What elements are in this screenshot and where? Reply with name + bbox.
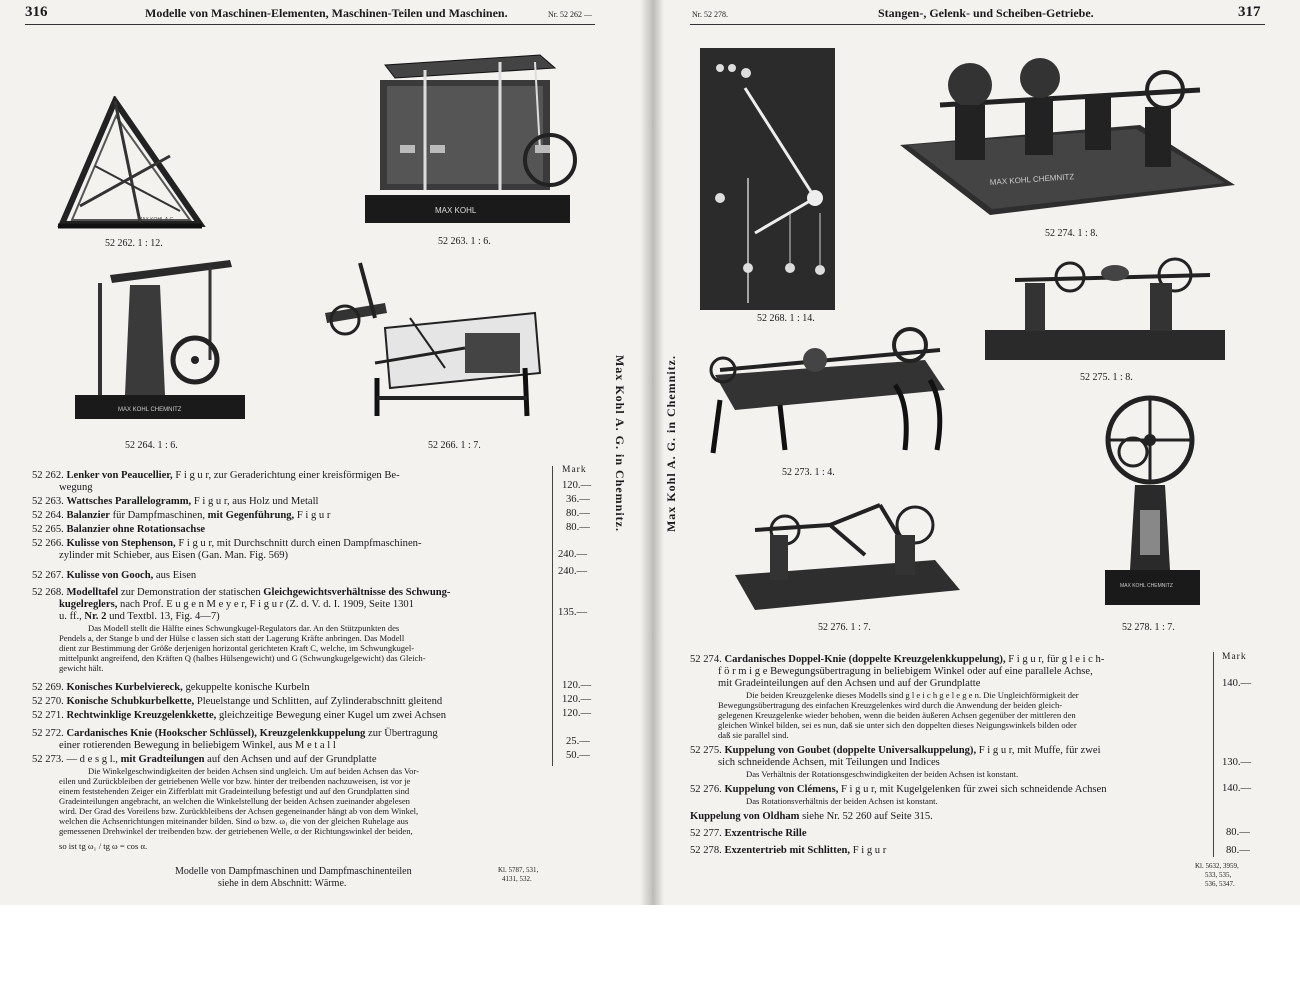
entry-text: gekuppelte konische Kurbeln [185, 682, 310, 693]
entry-title: Lenker von Peaucellier, [66, 470, 173, 481]
entry-title-2: mit Gradteilungen [120, 754, 205, 765]
entry-oldham [690, 811, 933, 823]
entry-52264 [32, 510, 330, 522]
entry-number: 52 278. [690, 845, 722, 856]
entry-52268-line2 [59, 599, 414, 611]
entry-title: Cardanisches Doppel-Knie (doppelte Kreuzgelenkkuppelung), [724, 654, 1006, 665]
right-header-title: Stangen-, Gelenk- und Scheiben-Getriebe. [878, 6, 1094, 20]
figure-52274-double-cardan [900, 45, 1235, 225]
note-52274-line4: gleichen Winkel bilden, sei es nun, daß sie unter sich den doppelten dieses Neigungswinkels bilden oder [718, 720, 1077, 730]
right-footer-kl-line3: 536, 5347. [1205, 880, 1235, 888]
note-52268-line1: Das Modell stellt die Hälfte eines Schwungkugel-Regulators dar. An den Stützpunkten des [88, 623, 400, 633]
note-52276-line1: Das Rotationsverhältnis der beiden Achsen ist konstant. [746, 796, 938, 806]
entry-52278 [690, 845, 886, 857]
entry-text-2: auf den Achsen und auf der Grundplatte [207, 754, 377, 765]
entry-title: Exzentertrieb mit Schlitten, [724, 845, 851, 856]
price-52276: 140.— [1222, 783, 1252, 794]
left-footer-kl-line2: 4131, 532. [502, 875, 532, 883]
entry-52273 [32, 754, 377, 766]
entry-52277 [690, 828, 807, 840]
entry-52272-line2: einer rotierenden Bewegung in beliebigem Winkel, aus M e t a l l [59, 740, 336, 751]
note-52268-line3: dient zur Bestimmung der Größe derjenigen horizontal gerichteten Kraft C, welche, im Schwungkugel- [59, 643, 415, 653]
entry-text: F i g u r, aus Holz und Metall [193, 496, 319, 507]
spine-text-right: Max Kohl A. G. in Chemnitz. [664, 355, 678, 533]
entry-text: zur Demonstration der statischen [120, 587, 261, 598]
spine-text-left: Max Kohl A. G. in Chemnitz. [613, 355, 627, 533]
figure-52278-caption: 52 278. 1 : 7. [1122, 622, 1175, 633]
entry-number: 52 274. [690, 654, 722, 665]
entry-number: 52 272. [32, 728, 64, 739]
figure-52273-cardan-joint [705, 325, 960, 455]
price-52262: 120.— [562, 480, 592, 491]
book-gutter [640, 0, 664, 905]
figure-52275-caption: 52 275. 1 : 8. [1080, 372, 1133, 383]
entry-52272 [32, 728, 438, 740]
figure-52264-caption: 52 264. 1 : 6. [125, 440, 178, 451]
note-52274-line5: daß sie parallel sind. [718, 730, 789, 740]
note-52273-line3: einem feststehenden Zeiger ein Zifferblatt mit Gradeinteilung befestigt und auf den Grundplatten sind [59, 786, 410, 796]
price-52274: 140.— [1222, 678, 1252, 689]
note-52273-formula: so ist tg ω₁ / tg ω = cos α. [59, 841, 148, 851]
entry-number: 52 269. [32, 682, 64, 693]
note-52274-line2: Bewegungsübertragung des einfachen Kreuzgelenkes wird durch die Anwendung der beiden gleich- [718, 700, 1063, 710]
entry-title: Kulisse von Stephenson, [66, 538, 176, 549]
price-52273: 50.— [566, 750, 590, 761]
left-price-column-header: Mark [562, 465, 587, 475]
figure-52266-stephenson-link [315, 258, 555, 418]
entry-number: 52 271. [32, 710, 64, 721]
figure-52263-watt-parallelogram [365, 50, 585, 230]
entry-number: 52 264. [32, 510, 64, 521]
entry-text: für Dampfmaschinen, [112, 510, 206, 521]
note-52273-line7: gemessenen Drehwinkel der treibenden bzw. der getriebenen Welle, α der Richtungswinkel der beiden, [59, 826, 413, 836]
figure-52266-caption: 52 266. 1 : 7. [428, 440, 481, 451]
note-52275-line1: Das Verhältnis der Rotationsgeschwindigkeiten der beiden Achsen ist konstant. [746, 769, 1019, 779]
svg-text:MAX KOHL: MAX KOHL [435, 206, 477, 215]
note-52274-line3: gelegenen Kreuzgelenke wieder behoben, wenn die beiden äußeren Achsen gegenüber der mittleren den [718, 710, 1076, 720]
entry-number: 52 268. [32, 587, 64, 598]
svg-text:MAX KOHL CHEMNITZ: MAX KOHL CHEMNITZ [1120, 583, 1173, 589]
entry-number: 52 273. [32, 754, 64, 765]
left-price-column-rule [552, 466, 553, 766]
entry-52268 [32, 587, 450, 599]
entry-text: F i g u r, zur Geraderichtung einer kreisförmigen Be- [175, 470, 400, 481]
entry-text: Pleuelstange und Schlitten, auf Zylinderabschnitt gleitend [196, 696, 443, 707]
entry-number: 52 263. [32, 496, 64, 507]
entry-title: Konische Schubkurbelkette, [66, 696, 195, 707]
entry-52267 [32, 570, 196, 582]
price-52269: 120.— [562, 680, 592, 691]
note-52273-line6: welchen die Achsenrichtungen miteinander bilden. Sind ω bzw. ω₁ die von der gleichen Ruhelage aus [59, 816, 409, 826]
entry-title: Exzentrische Rille [724, 828, 807, 839]
entry-text: F i g u r, mit Kugelgelenken für zwei sich schneidende Achsen [841, 784, 1107, 795]
figure-52264-balancier [70, 255, 250, 425]
entry-text: gleichzeitige Bewegung einer Kugel um zwei Achsen [218, 710, 447, 721]
entry-title: Balanzier [66, 510, 110, 521]
left-page-number: 316 [25, 4, 48, 20]
entry-text: F i g u r, mit Durchschnitt durch einen Dampfmaschinen- [178, 538, 422, 549]
entry-text: F i g u r, mit Muffe, für zwei [978, 745, 1101, 756]
price-52271: 120.— [562, 708, 592, 719]
entry-number: 52 266. [32, 538, 64, 549]
entry-line3-title: Nr. 2 [84, 611, 107, 622]
entry-number: 52 262. [32, 470, 64, 481]
figure-52262-caption: 52 262. 1 : 12. [105, 238, 163, 249]
note-52268-line2: Pendels a, der Stange b und der Hülse c lassen sich statt der Lagerung Kräfte anbringen. Das Modell [59, 633, 405, 643]
right-footer-kl-line1: Kl. 5632, 3959, [1195, 862, 1239, 870]
entry-text: aus Eisen [155, 570, 197, 581]
svg-text:MAX KOHL A.G.: MAX KOHL A.G. [138, 217, 175, 223]
figure-52273-caption: 52 273. 1 : 4. [782, 467, 835, 478]
entry-number: 52 276. [690, 784, 722, 795]
svg-text:MAX KOHL CHEMNITZ: MAX KOHL CHEMNITZ [989, 172, 1075, 187]
price-52275: 130.— [1222, 757, 1252, 768]
note-52268-line5: gewicht hält. [59, 663, 104, 673]
entry-52275 [690, 745, 1101, 757]
entry-title: Rechtwinklige Kreuzgelenkkette, [66, 710, 217, 721]
figure-52275-goubet-coupling [985, 255, 1230, 365]
price-52265: 80.— [566, 522, 590, 533]
entry-line2-title: kugelreglers, [59, 599, 118, 610]
entry-52271 [32, 710, 446, 722]
price-52267: 240.— [558, 566, 588, 577]
entry-52274-line3: mit Gradeinteilungen auf den Achsen und auf der Grundplatte [718, 678, 981, 689]
figure-52268-caption: 52 268. 1 : 14. [757, 313, 815, 324]
price-52270: 120.— [562, 694, 592, 705]
entry-title: Konisches Kurbelviereck, [66, 682, 183, 693]
note-52273-line5: wird. Der Grad des Voreilens bzw. Zurückbleibens der Achsen gegeneinander hängt ab von dem Winkel, [59, 806, 419, 816]
entry-text: siehe Nr. 52 260 auf Seite 315. [802, 811, 933, 822]
entry-text: zur Übertragung [368, 728, 438, 739]
entry-line2-text: nach Prof. E u g e n M e y e r, F i g u r (Z. d. V. d. I. 1909, Seite 1301 [120, 599, 415, 610]
entry-52266 [32, 538, 422, 550]
entry-text: — d e s g l., [66, 754, 118, 765]
entry-title: Kuppelung von Goubet (doppelte Universalkuppelung), [724, 745, 977, 756]
entry-title: Kuppelung von Clémens, [724, 784, 839, 795]
right-footer-kl-line2: 533, 535, [1205, 871, 1232, 879]
note-52268-line4: mittelpunkt angreifend, den Kräften Q (halbes Hülsengewicht) und G (Schwungkugelgewicht) das Gleich- [59, 653, 426, 663]
entry-title-2: Gleichgewichtsverhältnisse des Schwung- [263, 587, 451, 598]
figure-52274-caption: 52 274. 1 : 8. [1045, 228, 1098, 239]
entry-text: F i g u r [852, 845, 887, 856]
entry-line3-rest: und Textbl. 13, Fig. 4—7) [109, 611, 220, 622]
right-header-ref: Nr. 52 278. [692, 10, 728, 19]
left-footer-line2: siehe in dem Abschnitt: Wärme. [218, 878, 347, 889]
entry-number: 52 275. [690, 745, 722, 756]
blank-bottom-margin [0, 905, 1300, 994]
note-52274-line1: Die beiden Kreuzgelenke dieses Modells sind g l e i c h g e l e g e n. Die Ungleichförmigkeit der [746, 690, 1079, 700]
note-52273-line1: Die Winkelgeschwindigkeiten der beiden Achsen sind ungleich. Um auf beiden Achsen das Vor- [88, 766, 419, 776]
entry-number: 52 265. [32, 524, 64, 535]
entry-title: Kulisse von Gooch, [66, 570, 154, 581]
left-header-ref: Nr. 52 262 — [548, 10, 592, 19]
entry-title: Cardanisches Knie (Hookscher Schlüssel), Kreuzgelenkkuppelung [66, 728, 366, 739]
entry-line3-text: u. ff., [59, 611, 82, 622]
left-footer-line1: Modelle von Dampfmaschinen und Dampfmaschinenteilen [175, 866, 412, 877]
right-header-rule [690, 24, 1265, 25]
entry-52275-line2: sich schneidende Achsen, mit Teilungen und Indices [718, 757, 940, 768]
price-52277: 80.— [1226, 827, 1250, 838]
svg-text:MAX KOHL CHEMNITZ: MAX KOHL CHEMNITZ [118, 407, 182, 413]
price-52263: 36.— [566, 494, 590, 505]
left-header-rule [25, 24, 595, 25]
entry-text-2: F i g u r [296, 510, 331, 521]
entry-52266-line2: zylinder mit Schieber, aus Eisen (Gan. Man. Fig. 569) [59, 550, 289, 561]
price-52268: 135.— [558, 607, 588, 618]
entry-title: Modelltafel [66, 587, 119, 598]
entry-52270 [32, 696, 442, 708]
entry-52276 [690, 784, 1107, 796]
right-page-number: 317 [1238, 4, 1261, 20]
entry-title: Kuppelung von Oldham [690, 811, 800, 822]
entry-52268-line3 [59, 611, 220, 623]
entry-number: 52 267. [32, 570, 64, 581]
entry-52274 [690, 654, 1104, 666]
left-header-title: Modelle von Maschinen-Elementen, Maschinen-Teilen und Maschinen. [145, 6, 508, 20]
entry-number: 52 277. [690, 828, 722, 839]
note-52273-line2: eilen und Zurückbleiben der getriebenen Welle vor bzw. hinter der treibenden nachzuweisen, ist vor je [59, 776, 411, 786]
figure-52278-eccentric-drive [1085, 390, 1215, 615]
left-footer-kl-line1: Kl. 5787, 531, [498, 866, 539, 874]
entry-52263 [32, 496, 318, 508]
price-52272: 25.— [566, 736, 590, 747]
entry-title: Wattsches Parallelogramm, [66, 496, 192, 507]
price-52266: 240.— [558, 549, 588, 560]
figure-52268-model-board [700, 48, 835, 310]
figure-52262-peaucellier-linkage [50, 96, 210, 231]
entry-52274-line2: f ö r m i g e Bewegungsübertragung in beliebigem Winkel oder auf eine parallele Achse, [718, 666, 1093, 677]
note-52273-line4: Gradeinteilungen angebracht, an welchen die Winkelstellung der beiden Achsen zueinander abgelesen [59, 796, 410, 806]
figure-52276-caption: 52 276. 1 : 7. [818, 622, 871, 633]
price-52264: 80.— [566, 508, 590, 519]
entry-52269 [32, 682, 310, 694]
entry-52265 [32, 524, 205, 536]
entry-number: 52 270. [32, 696, 64, 707]
right-price-column-header: Mark [1222, 652, 1247, 662]
entry-52262 [32, 470, 400, 482]
figure-52276-clemens-coupling [735, 495, 965, 615]
entry-title-2: mit Gegenführung, [207, 510, 295, 521]
figure-52263-caption: 52 263. 1 : 6. [438, 236, 491, 247]
price-52278: 80.— [1226, 845, 1250, 856]
right-price-column-rule [1213, 652, 1214, 857]
entry-52262-line2: wegung [59, 482, 93, 493]
entry-text: F i g u r, für g l e i c h- [1008, 654, 1105, 665]
entry-title: Balanzier ohne Rotationsachse [66, 524, 206, 535]
